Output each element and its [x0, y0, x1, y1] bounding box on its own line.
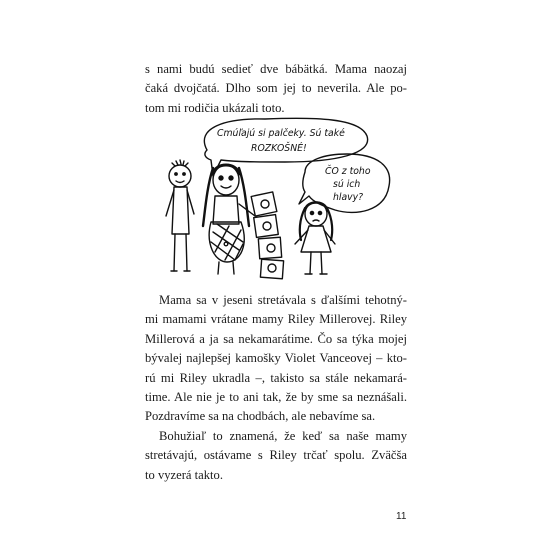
illustration-ultrasound-family: [155, 116, 395, 281]
page-number: 11: [396, 511, 407, 522]
text-line: to vyzerá takto.: [145, 467, 223, 482]
paragraph-1: [145, 60, 407, 118]
bubble-left-line-2: ROZKOŠNÉ!: [251, 143, 307, 154]
father-figure: [166, 160, 194, 271]
text-line: Pozdravíme sa na chodbách, ale nebavíme sa.: [145, 409, 376, 424]
text-line: s nami budú sedieť dve bábätká. Mama naozaj: [145, 62, 407, 76]
text-line: Bohužiaľ to znamená, že keď sa naše mamy: [159, 429, 407, 443]
girl-figure: [295, 202, 335, 274]
text-line: time. Ale nie je to ani tak, že by sme sa neznášali.: [145, 390, 407, 405]
paragraph-2: [145, 291, 407, 427]
bubble-right-line-1: ČO z toho: [325, 166, 371, 177]
text-line: rú mi Riley ukradla –, takisto sa stále nekamará-: [145, 370, 407, 385]
paragraph-3: [145, 427, 407, 485]
text-line: bývalej najlepšej kamošky Violet Vanceovej – kto-: [145, 351, 407, 366]
text-line: Millerová a ja sa nekamarátime. Čo sa týka mojej: [145, 331, 407, 346]
bubble-right-line-2: sú ich: [333, 179, 361, 190]
text-line: čaká dvojčatá. Dlho som jej to neverila. Ale po-: [145, 81, 407, 96]
bubble-right-line-3: hlavy?: [333, 192, 364, 203]
text-line: mi mamami vrátane mamy Riley Millerovej. Riley: [145, 312, 407, 327]
ultrasound-photos: [251, 192, 283, 279]
text-line: tom mi rodičia ukázali toto.: [145, 100, 285, 115]
text-line: Mama sa v jeseni stretávala s ďalšími tehotný-: [159, 293, 407, 307]
bubble-left-line-1: Cmúľajú si palčeky. Sú také: [217, 128, 345, 139]
mother-figure: [203, 165, 255, 274]
text-line: stretávajú, ostávame s Riley trčať spolu. Zväčša: [145, 448, 407, 463]
